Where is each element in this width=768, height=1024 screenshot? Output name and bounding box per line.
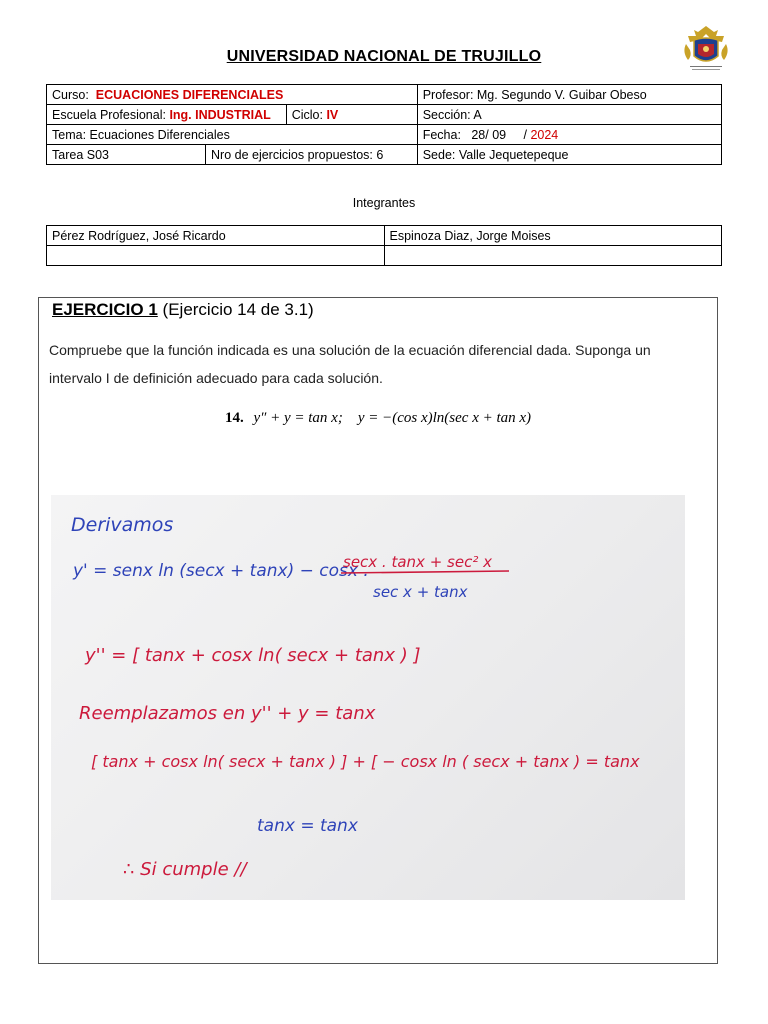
- exercise-formula: 14. y″ + y = tan x; y = −(cos x)ln(sec x + tan x): [224, 410, 532, 426]
- escuela-value: Ing. INDUSTRIAL: [169, 107, 271, 122]
- exercise-box: [38, 297, 718, 964]
- member-cell: [384, 246, 722, 266]
- ciclo-value: IV: [326, 107, 339, 122]
- hw-line-second-derivative: y'' = [ tanx + cosx ln( secx + tanx ) ]: [85, 645, 421, 666]
- exercise-title: EJERCICIO 1 (Ejercicio 14 de 3.1): [52, 300, 314, 319]
- page-title: UNIVERSIDAD NACIONAL DE TRUJILLO: [226, 48, 542, 65]
- hw-line-reemplazamos: Reemplazamos en y'' + y = tanx: [79, 703, 376, 724]
- members-table: [46, 225, 722, 266]
- hw-line-substitution: [ tanx + cosx ln( secx + tanx ) ] + [ − cosx ln ( secx + tanx ) = tanx: [91, 752, 640, 771]
- fecha-cell: Fecha: 28/ 09 / 2024: [417, 125, 721, 145]
- tema-cell: Tema: Ecuaciones Diferenciales: [47, 125, 418, 145]
- seccion-cell: Sección: A: [417, 105, 721, 125]
- hw-line-first-derivative: y' = senx ln (secx + tanx) − cosx .: [73, 561, 369, 581]
- profesor-cell: Profesor: Mg. Segundo V. Guibar Obeso: [417, 85, 721, 105]
- fecha-year: 2024: [530, 127, 559, 142]
- curso-cell: Curso: ECUACIONES DIFERENCIALES: [47, 85, 418, 105]
- tarea-cell: Tarea S03: [47, 145, 206, 165]
- hw-line-conclusion: ∴ Si cumple //: [123, 859, 247, 880]
- ciclo-cell: Ciclo: IV: [286, 105, 417, 125]
- nro-ejercicios-cell: Nro de ejercicios propuestos: 6: [206, 145, 418, 165]
- university-logo: [678, 22, 734, 78]
- hw-line-result: tanx = tanx: [257, 816, 358, 836]
- handwritten-solution-photo: [51, 495, 685, 900]
- hw-line-derivamos: Derivamos: [71, 514, 174, 536]
- member-cell: Pérez Rodríguez, José Ricardo: [47, 226, 385, 246]
- integrantes-heading: Integrantes: [352, 196, 416, 210]
- sede-cell: Sede: Valle Jequetepeque: [417, 145, 721, 165]
- curso-value: ECUACIONES DIFERENCIALES: [95, 87, 284, 102]
- member-cell: Espinoza Diaz, Jorge Moises: [384, 226, 722, 246]
- member-cell: [47, 246, 385, 266]
- course-info-table: [46, 84, 722, 165]
- exercise-statement: Compruebe que la función indicada es una solución de la ecuación diferencial dada. Suponga un intervalo I de definición adecuado para cada solución.: [49, 342, 651, 386]
- hw-fraction-denominator: sec x + tanx: [373, 583, 468, 601]
- hw-fraction-numerator: secx . tanx + sec² x: [343, 553, 492, 571]
- escuela-cell: Escuela Profesional: Ing. INDUSTRIAL: [47, 105, 287, 125]
